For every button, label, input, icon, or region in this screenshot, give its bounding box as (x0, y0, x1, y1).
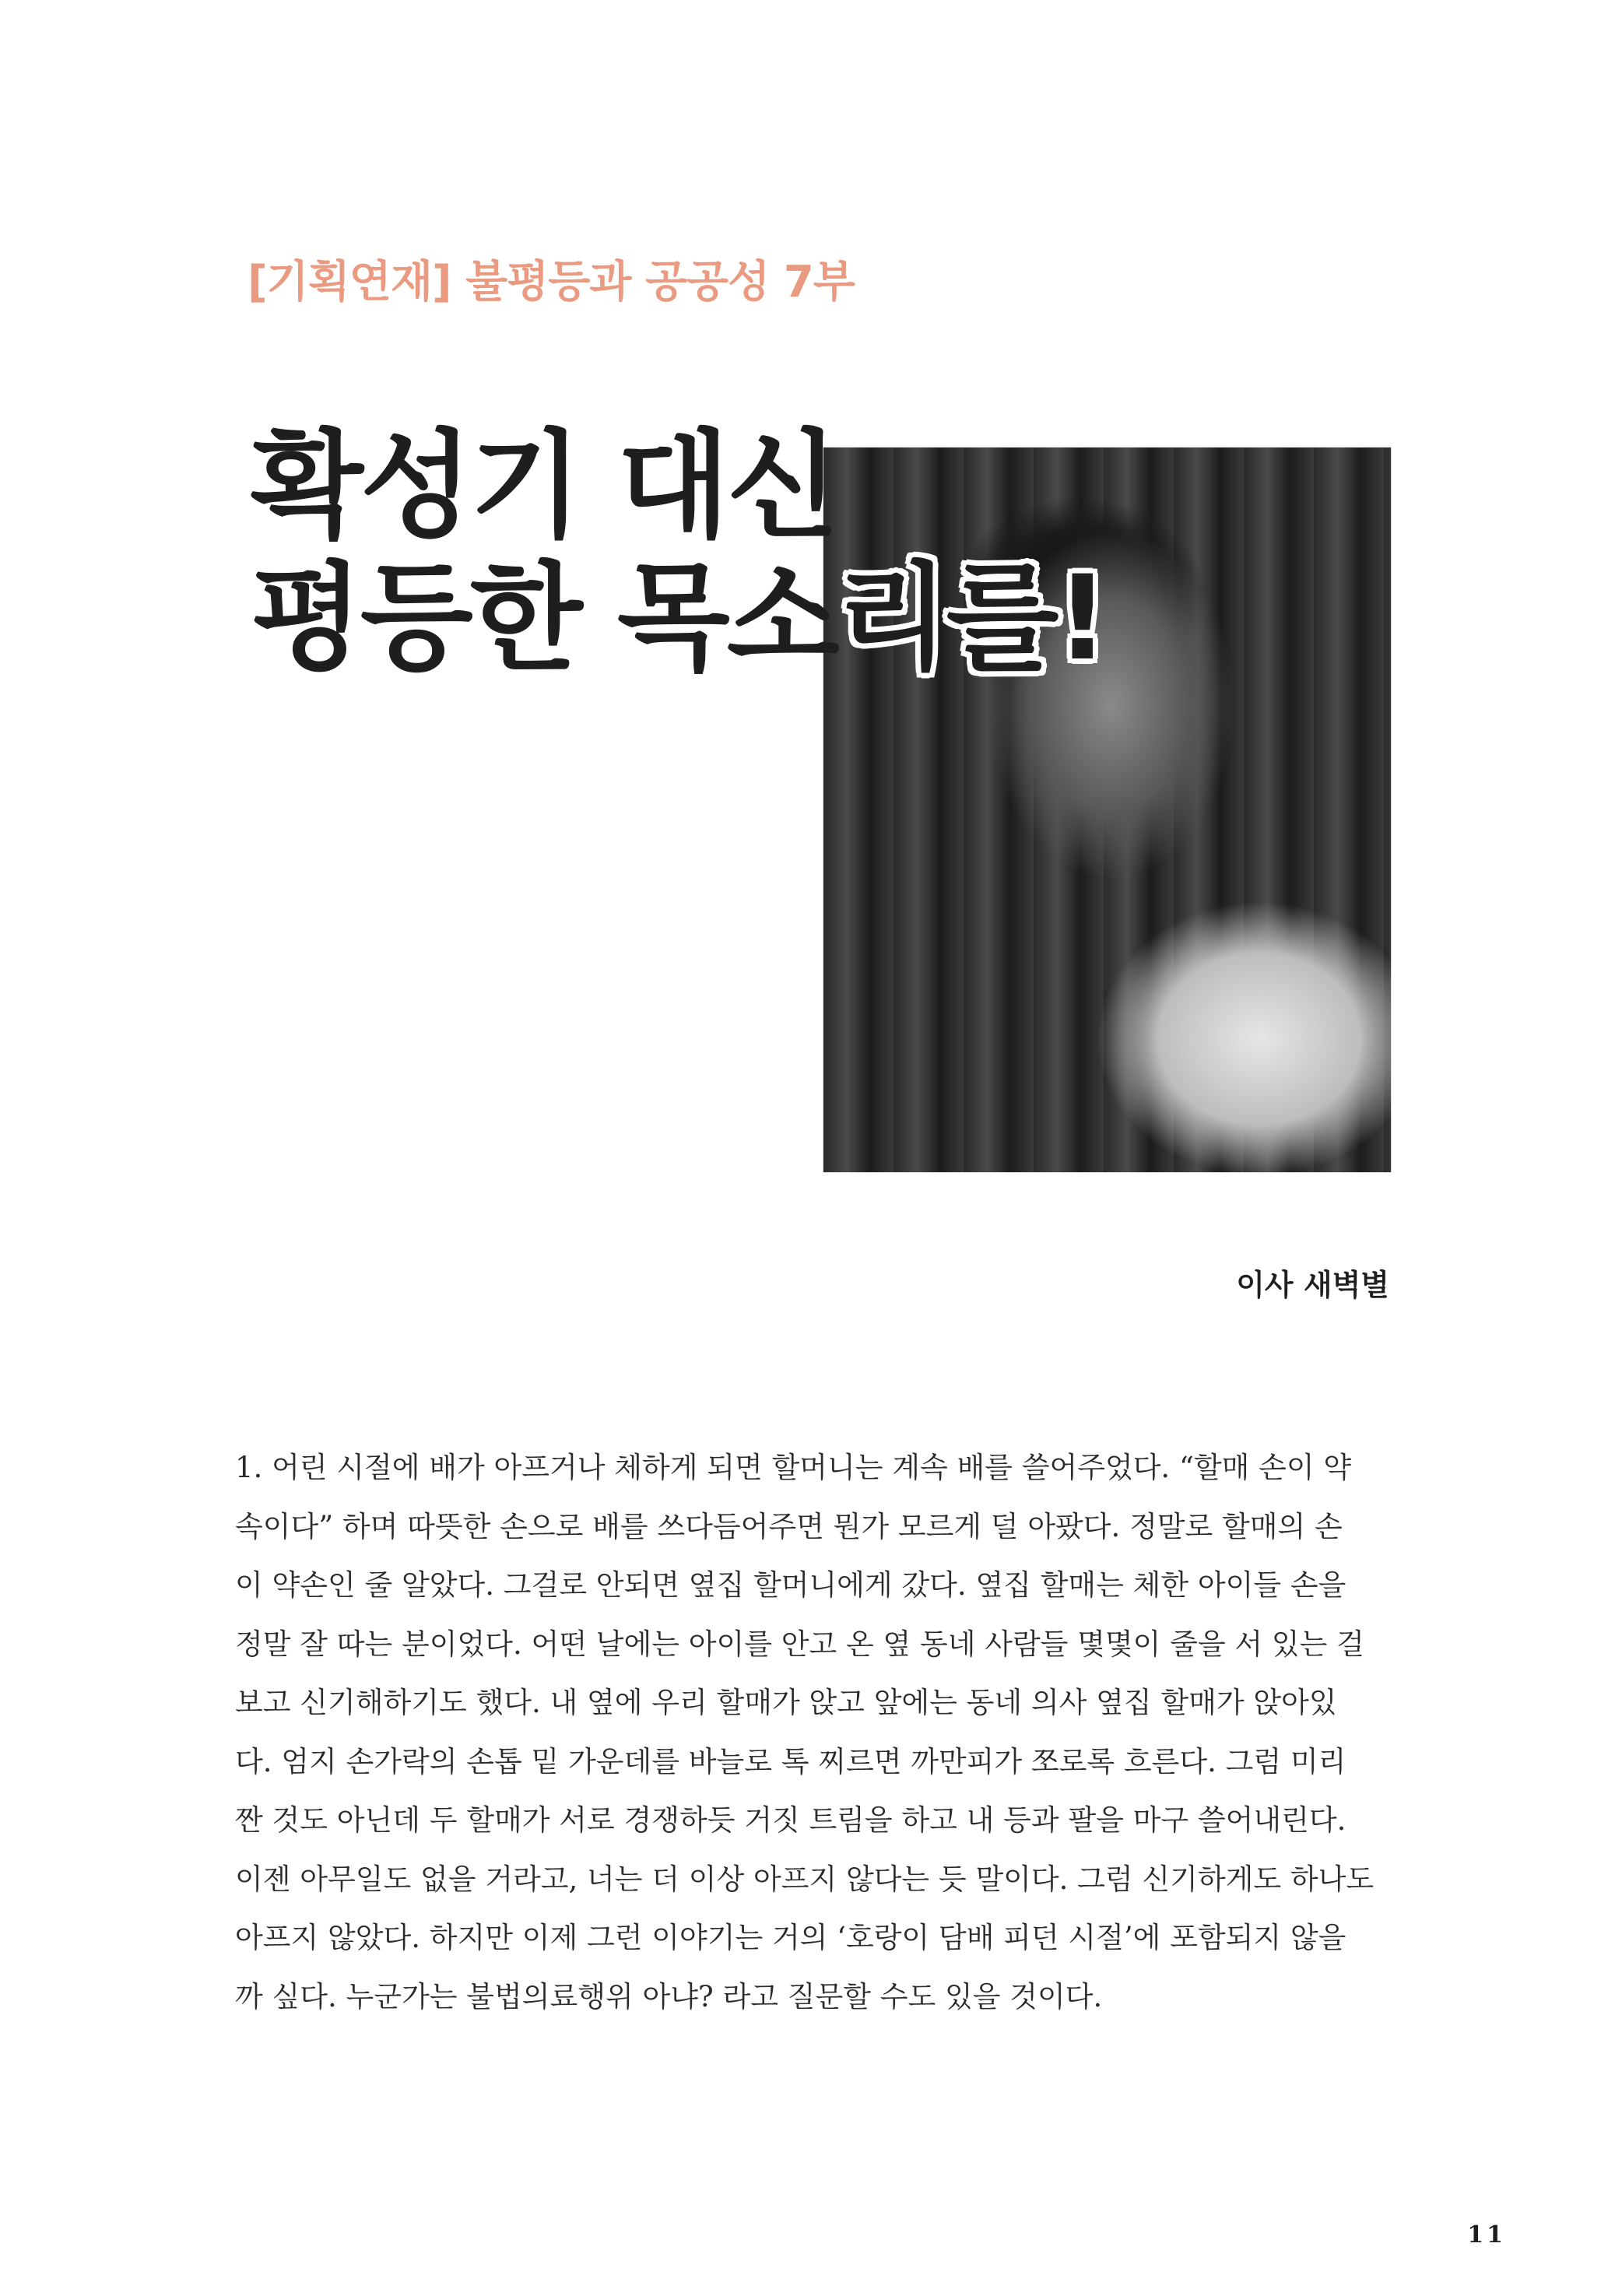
body-line: 이 약손인 줄 알았다. 그걸로 안되면 옆집 할머니에게 갔다. 옆집 할매는 체한 아이들 손을 (235, 1568, 1346, 1602)
body-line: 정말 잘 따는 분이었다. 어떤 날에는 아이를 안고 온 옆 동네 사람들 몇몇이 줄을 서 있는 걸 (235, 1627, 1364, 1661)
body-line: 1. 어린 시절에 배가 아프거나 체하게 되면 할머니는 계속 배를 쓸어주었다. “할매 손이 약 (235, 1451, 1352, 1484)
body-line: 다. 엄지 손가락의 손톱 밑 가운데를 바늘로 톡 찌르면 까만피가 쪼로록 흐른다. 그럼 미리 (235, 1744, 1346, 1778)
headline-line-2 (251, 553, 1106, 685)
author-byline: 이사 새벽별 (1236, 1268, 1389, 1302)
body-line: 짠 것도 아닌데 두 할매가 서로 경쟁하듯 거짓 트림을 하고 내 등과 팔을 마구 쓸어내린다. (235, 1803, 1346, 1837)
series-label: [기획연재] 불평등과 공공성 7부 (248, 257, 855, 307)
body-line: 보고 신기해하기도 했다. 내 옆에 우리 할매가 앉고 앞에는 동네 의사 옆집 할매가 앉아있 (235, 1686, 1337, 1719)
headline-line-1: 확성기 대신 (251, 419, 837, 554)
headline-line-2-part-1: 평등한 목소 (251, 551, 837, 686)
body-line: 아프지 않았다. 하지만 이제 그런 이야기는 거의 ‘호랑이 담배 피던 시절’에 포함되지 않을 (235, 1921, 1346, 1954)
page-number: 11 (1467, 2221, 1506, 2249)
headline (251, 420, 1106, 685)
body-line: 이젠 아무일도 없을 거라고, 너는 더 이상 아프지 않다는 듯 말이다. 그럼 신기하게도 하나도 (235, 1862, 1375, 1896)
body-line: 까 싶다. 누군가는 불법의료행위 아냐? 라고 질문할 수도 있을 것이다. (235, 1979, 1103, 2013)
body-line: 속이다” 하며 따뜻한 손으로 배를 쓰다듬어주면 뭔가 모르게 덜 아팠다. 정말로 할매의 손 (235, 1509, 1343, 1543)
headline-line-2-part-2: 리를! (836, 551, 1106, 686)
article-body (235, 1438, 1387, 2026)
